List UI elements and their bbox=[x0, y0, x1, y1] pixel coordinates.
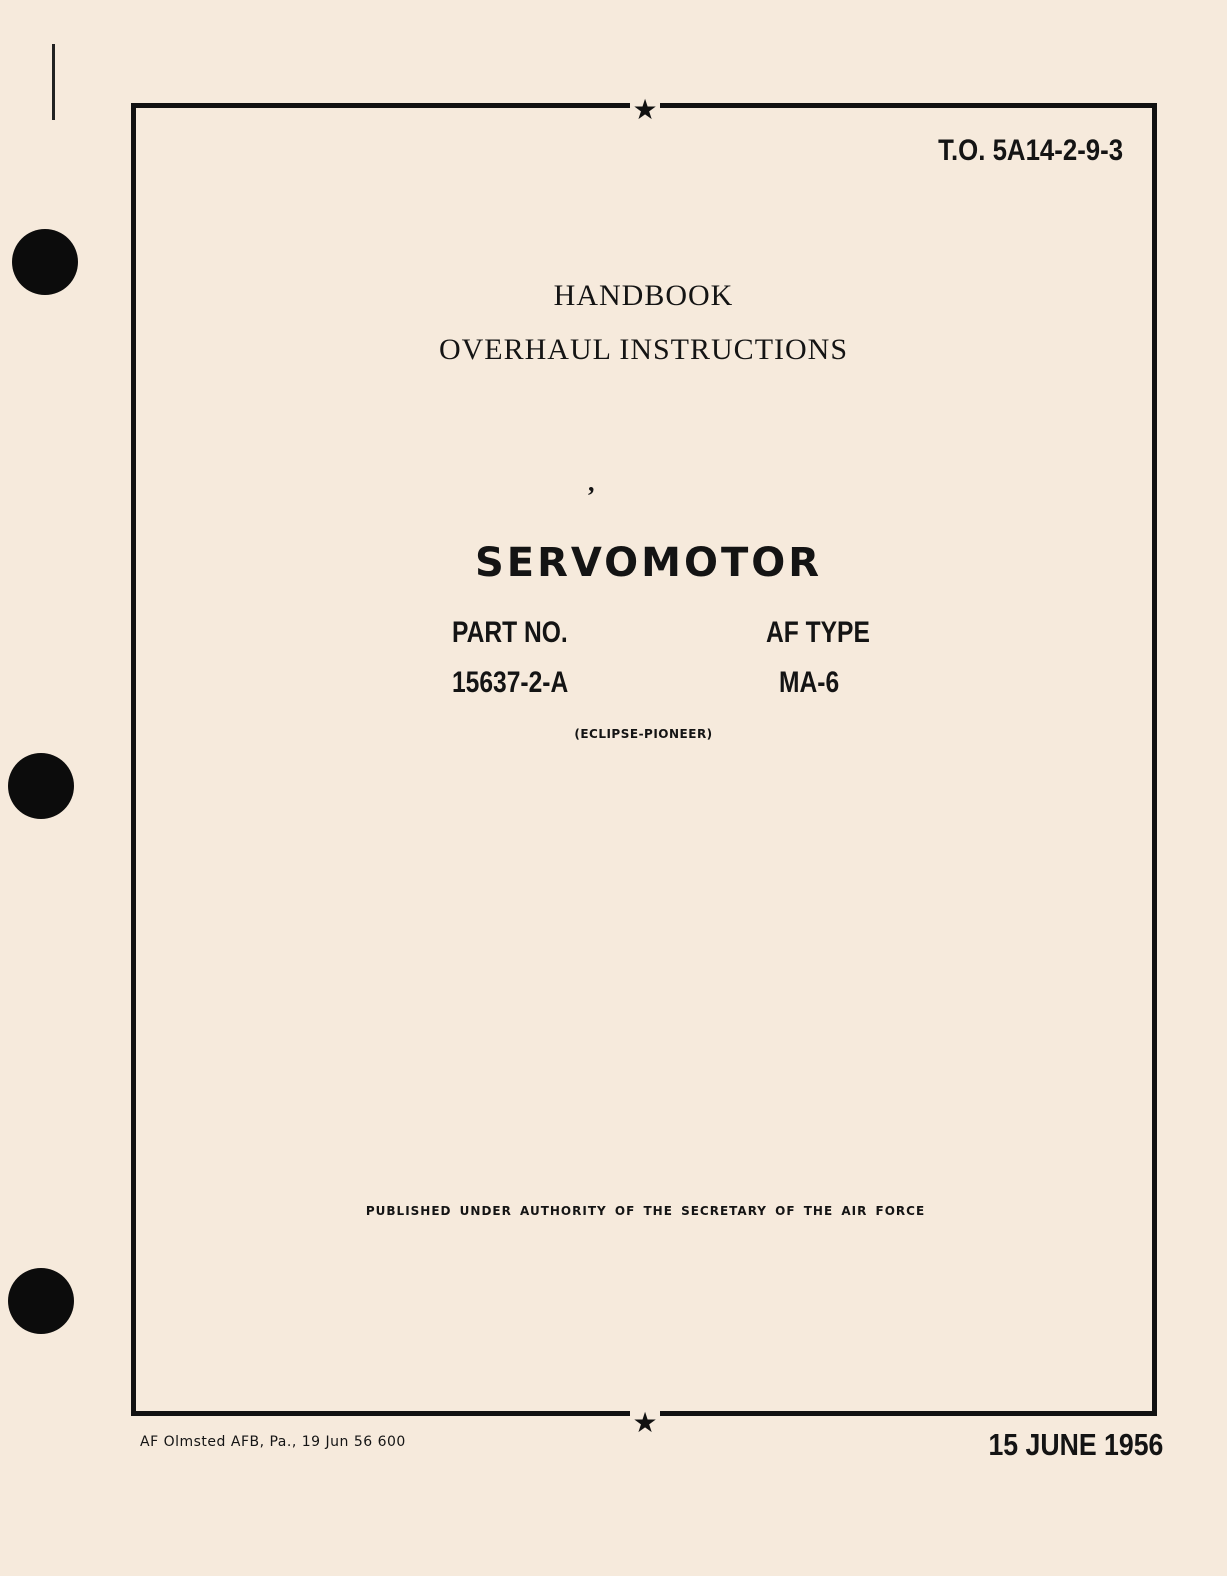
part-number-value: 15637-2-A bbox=[452, 666, 569, 699]
star-icon: ★ bbox=[630, 1408, 660, 1438]
star-icon: ★ bbox=[630, 95, 660, 125]
af-type-label: AF TYPE bbox=[766, 616, 870, 649]
part-number-label: PART NO. bbox=[452, 616, 568, 649]
af-type-value: MA-6 bbox=[779, 666, 840, 699]
technical-order-number: T.O. 5A14-2-9-3 bbox=[938, 134, 1123, 167]
page-edge-mark bbox=[52, 44, 55, 120]
stray-mark: , bbox=[588, 468, 595, 497]
authority-statement: PUBLISHED UNDER AUTHORITY OF THE SECRETARY OF THE AIR FORCE bbox=[365, 1204, 926, 1218]
product-title: SERVOMOTOR bbox=[474, 540, 823, 586]
handbook-heading: HANDBOOK bbox=[553, 279, 734, 312]
overhaul-instructions-heading: OVERHAUL INSTRUCTIONS bbox=[438, 333, 849, 366]
printer-imprint: AF Olmsted AFB, Pa., 19 Jun 56 600 bbox=[140, 1434, 406, 1450]
publication-date: 15 JUNE 1956 bbox=[988, 1427, 1163, 1462]
manufacturer-name: (ECLIPSE-PIONEER) bbox=[574, 727, 713, 741]
binder-hole-bottom bbox=[8, 1268, 74, 1334]
binder-hole-middle bbox=[8, 753, 74, 819]
